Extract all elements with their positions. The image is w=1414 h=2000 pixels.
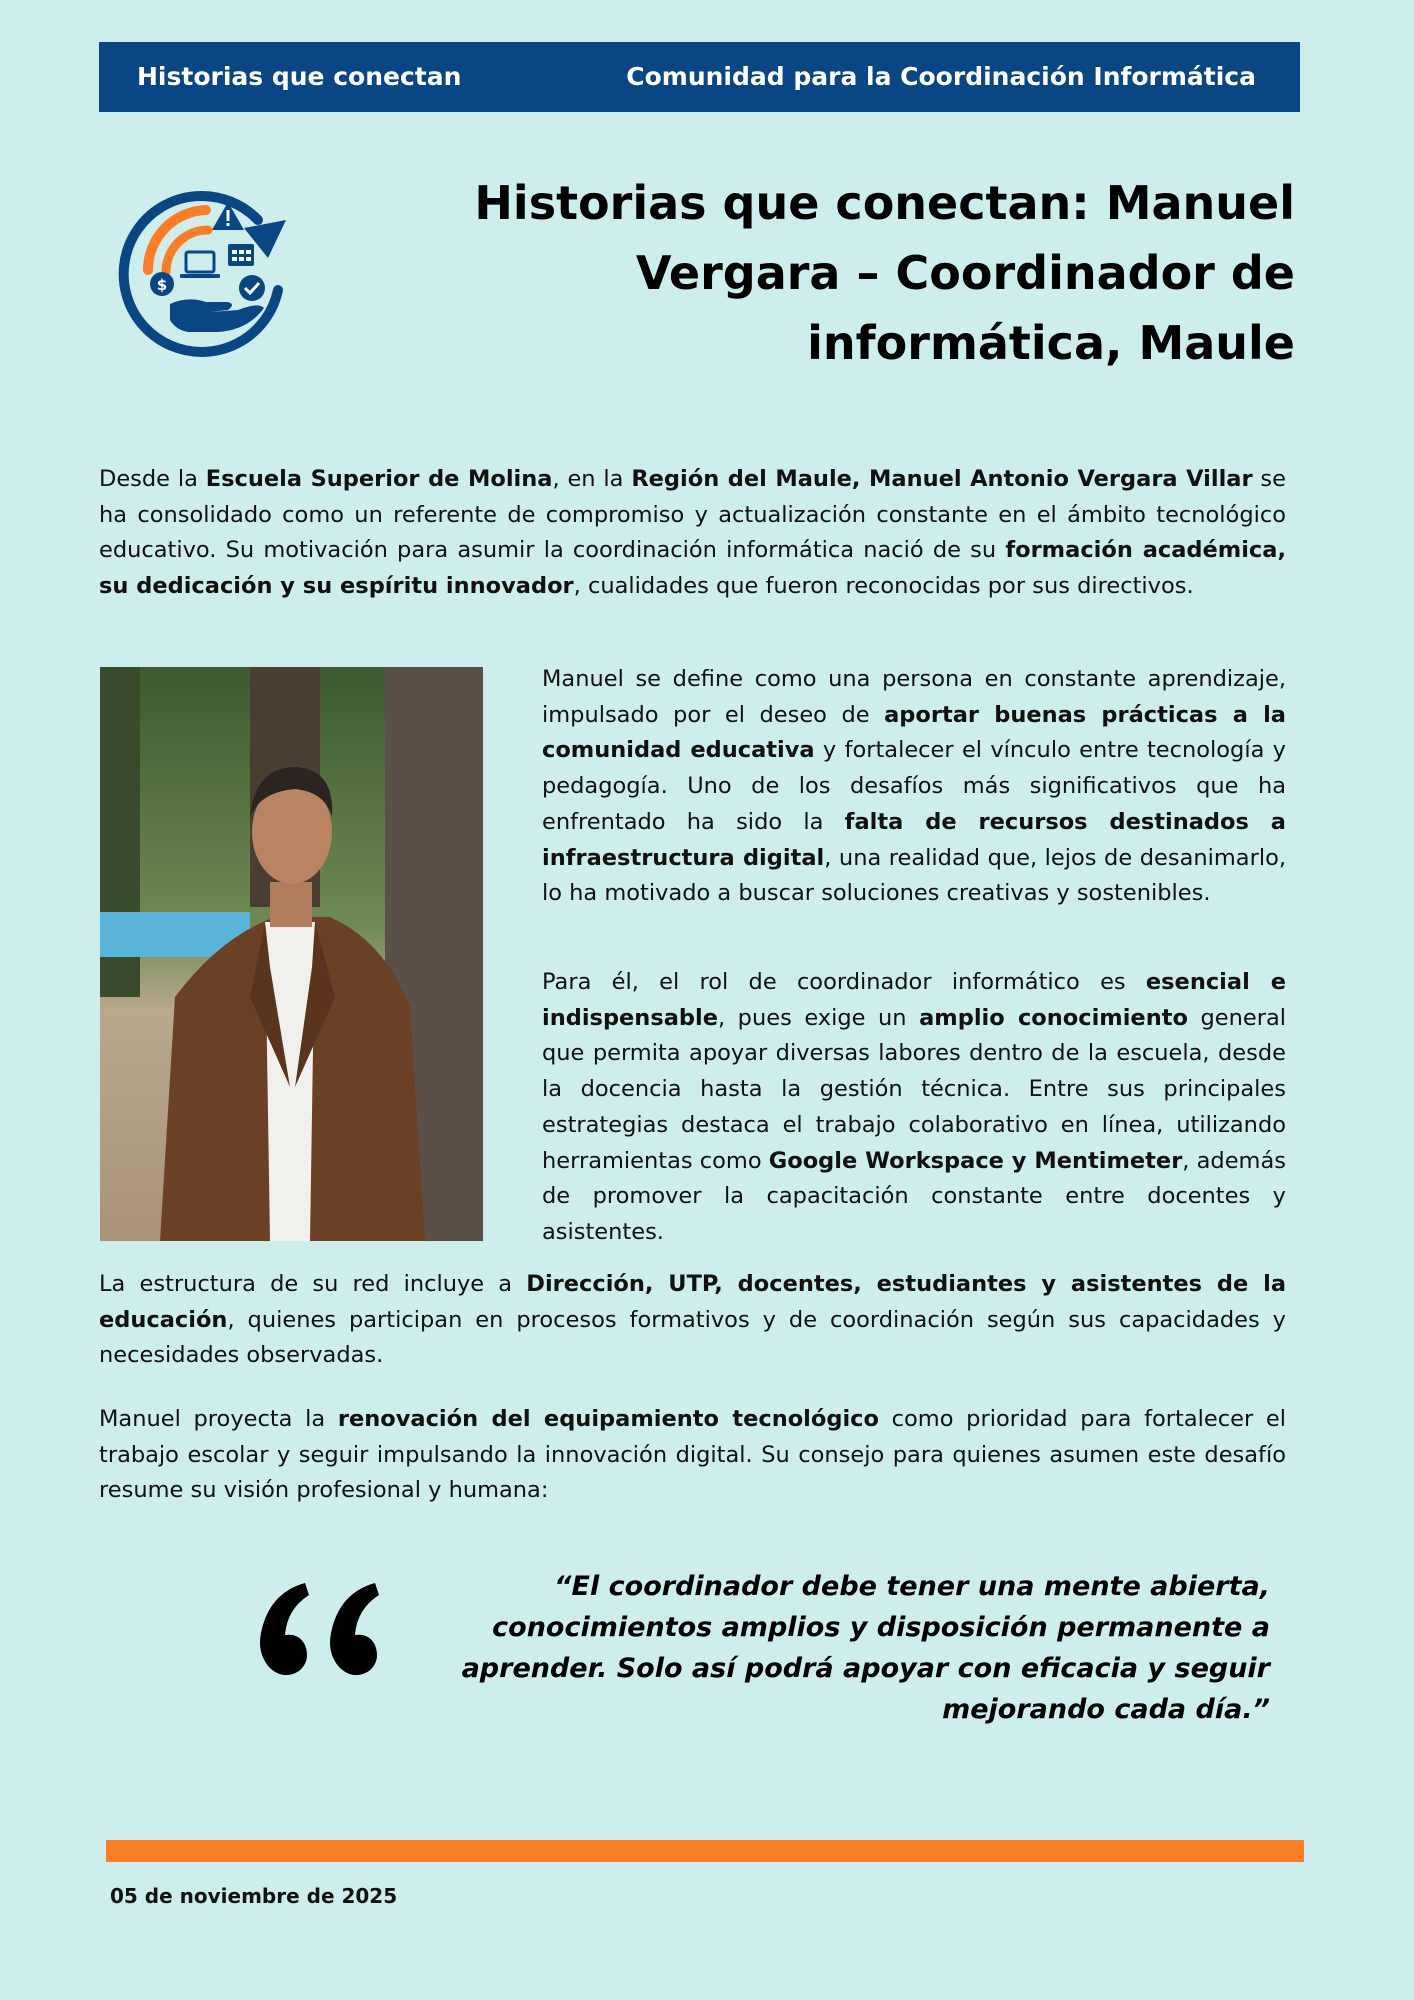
quote-text: “El coordinador debe tener una mente abierta, conocimientos amplios y disposición permanente a aprender. Solo así podrá apoyar con eficacia y seguir mejorando cada día.”	[461, 1571, 1270, 1725]
bold-text-run: esencial e indispensable	[542, 969, 1286, 1031]
bold-text-run: aportar buenas prácticas a la comunidad educativa	[542, 701, 1286, 764]
text-run: , en la	[552, 466, 632, 492]
paragraph-projection	[99, 1402, 1286, 1509]
text-run: La estructura de su red incluye a	[99, 1271, 527, 1297]
text-run: , quienes participan en procesos formativos y de coordinación según sus capacidades y necesidades observadas.	[99, 1306, 1286, 1369]
bold-text-run: Dirección, UTP, docentes, estudiantes y asistentes de la educación	[99, 1271, 1286, 1333]
text-run: Para él, el rol de coordinador informático es	[542, 969, 1146, 995]
text-run: como prioridad para fortalecer el trabajo escolar y seguir impulsando la innovación digital. Su consejo para quienes asumen este desafío resume su visión profesional y humana:	[99, 1406, 1286, 1504]
bold-text-run: amplio conocimiento	[919, 1004, 1188, 1031]
paragraph-role	[542, 965, 1286, 1251]
bold-text-run: formación académica, su dedicación y su espíritu innovador	[99, 537, 1286, 600]
svg-text:$: $	[156, 276, 168, 294]
bold-text-run: falta de recursos destinados a infraestructura digital	[542, 808, 1286, 871]
paragraph-network	[99, 1267, 1286, 1374]
text-run: Desde la	[99, 466, 206, 492]
paragraph-learning	[542, 662, 1286, 912]
text-run: , cualidades que fueron reconocidas por sus directivos.	[573, 573, 1194, 600]
footer-accent-bar	[106, 1840, 1304, 1862]
header-right-text: Comunidad para la Coordinación Informática	[626, 62, 1256, 91]
text-run: se ha consolidado como un referente de compromiso y actualización constante en el ámbito tecnológico educativo. Su motivación para asumir la coordinación informática nació de su	[99, 466, 1286, 564]
text-run: , una realidad que, lejos de desanimarlo, lo ha motivado a buscar soluciones creativas y sostenibles.	[542, 844, 1286, 907]
header-bar	[99, 42, 1300, 112]
bold-text-run: Región del Maule, Manuel Antonio Vergara Villar	[631, 466, 1253, 492]
text-run: , además de promover la capacitación constante entre docentes y asistentes.	[542, 1147, 1286, 1245]
text-run: , pues exige un	[717, 1004, 920, 1031]
text-run: Manuel proyecta la	[99, 1406, 338, 1432]
bold-text-run: renovación del equipamiento tecnológico	[337, 1406, 879, 1432]
bold-text-run: Escuela Superior de Molina	[205, 466, 553, 492]
text-run: general que permita apoyar diversas labores dentro de la escuela, desde la docencia hasta la gestión técnica. Entre sus principales estrategias destaca el trabajo colaborativo en línea, utilizando herramientas como	[542, 1004, 1287, 1174]
portrait-photo	[100, 667, 483, 1241]
text-run: y fortalecer el vínculo entre tecnología y pedagogía. Uno de los desafíos más significativos que ha enfrentado ha sido la	[542, 737, 1286, 835]
community-tech-support-icon	[118, 180, 298, 360]
header-left-text: Historias que conectan	[137, 62, 462, 91]
paragraph-intro	[99, 462, 1286, 605]
publication-date: 05 de noviembre de 2025	[110, 1884, 398, 1908]
quotation-mark-icon	[247, 1575, 382, 1685]
bold-text-run: Google Workspace y Mentimeter	[768, 1147, 1183, 1174]
page-title: Historias que conectan: Manuel Vergara – Coordinador de informática, Maule	[474, 176, 1295, 370]
text-run: Manuel se define como una persona en constante aprendizaje, impulsado por el deseo de	[542, 666, 1286, 728]
